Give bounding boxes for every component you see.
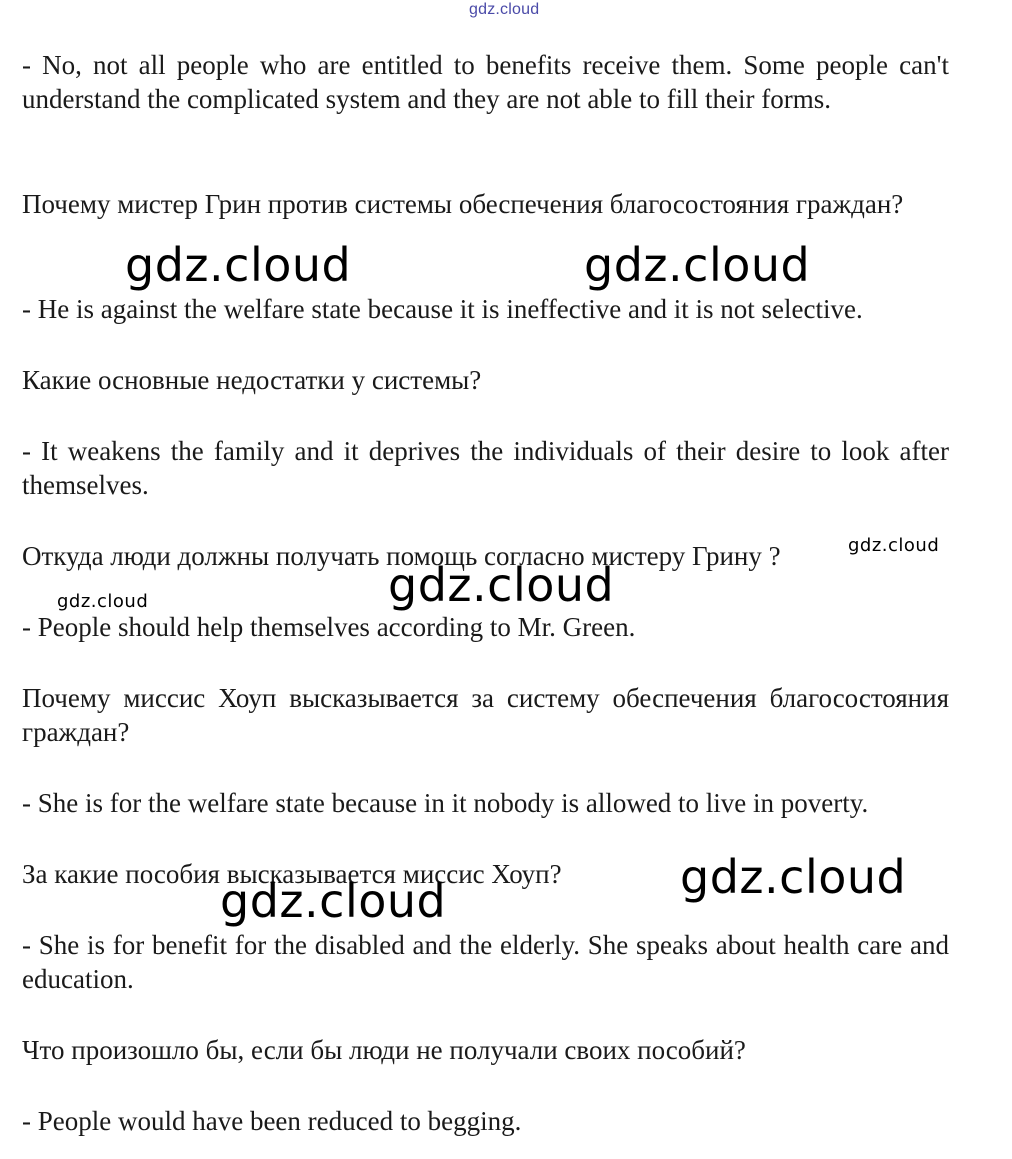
answer-paragraph: - It weakens the family and it deprives the individuals of their desire to look after themselves. <box>22 436 949 500</box>
answer-paragraph: - He is against the welfare state because it is ineffective and it is not selective. <box>22 294 863 324</box>
header-watermark: gdz.cloud <box>469 1 540 18</box>
answer-paragraph: - No, not all people who are entitled to benefits receive them. Some people can't understand the complicated system and they are not able to fill their forms. <box>22 50 949 114</box>
question-paragraph: За какие пособия высказывается миссис Хоуп? <box>22 859 562 889</box>
question-paragraph: Откуда люди должны получать помощь согласно мистеру Грину ? <box>22 541 781 571</box>
answer-paragraph: - She is for the welfare state because in it nobody is allowed to live in poverty. <box>22 788 869 818</box>
watermark: gdz.cloud <box>680 850 907 904</box>
answer-paragraph: - She is for benefit for the disabled and the elderly. She speaks about health care and education. <box>22 930 949 994</box>
answer-paragraph: - People would have been reduced to begging. <box>22 1106 522 1136</box>
question-paragraph: Какие основные недостатки у системы? <box>22 365 482 395</box>
question-paragraph: Почему мистер Грин против системы обеспечения благосостояния граждан? <box>22 189 904 219</box>
watermark: gdz.cloud <box>220 874 447 928</box>
question-paragraph: Что произошло бы, если бы люди не получали своих пособий? <box>22 1035 746 1065</box>
question-paragraph: Почему миссис Хоуп высказывается за систему обеспечения благосостояния граждан? <box>22 683 949 747</box>
watermark: gdz.cloud <box>57 591 149 612</box>
watermark: gdz.cloud <box>848 535 940 556</box>
answer-paragraph: - People should help themselves according to Mr. Green. <box>22 612 636 642</box>
watermark: gdz.cloud <box>584 238 811 292</box>
watermark: gdz.cloud <box>388 558 615 612</box>
watermark: gdz.cloud <box>125 238 352 292</box>
